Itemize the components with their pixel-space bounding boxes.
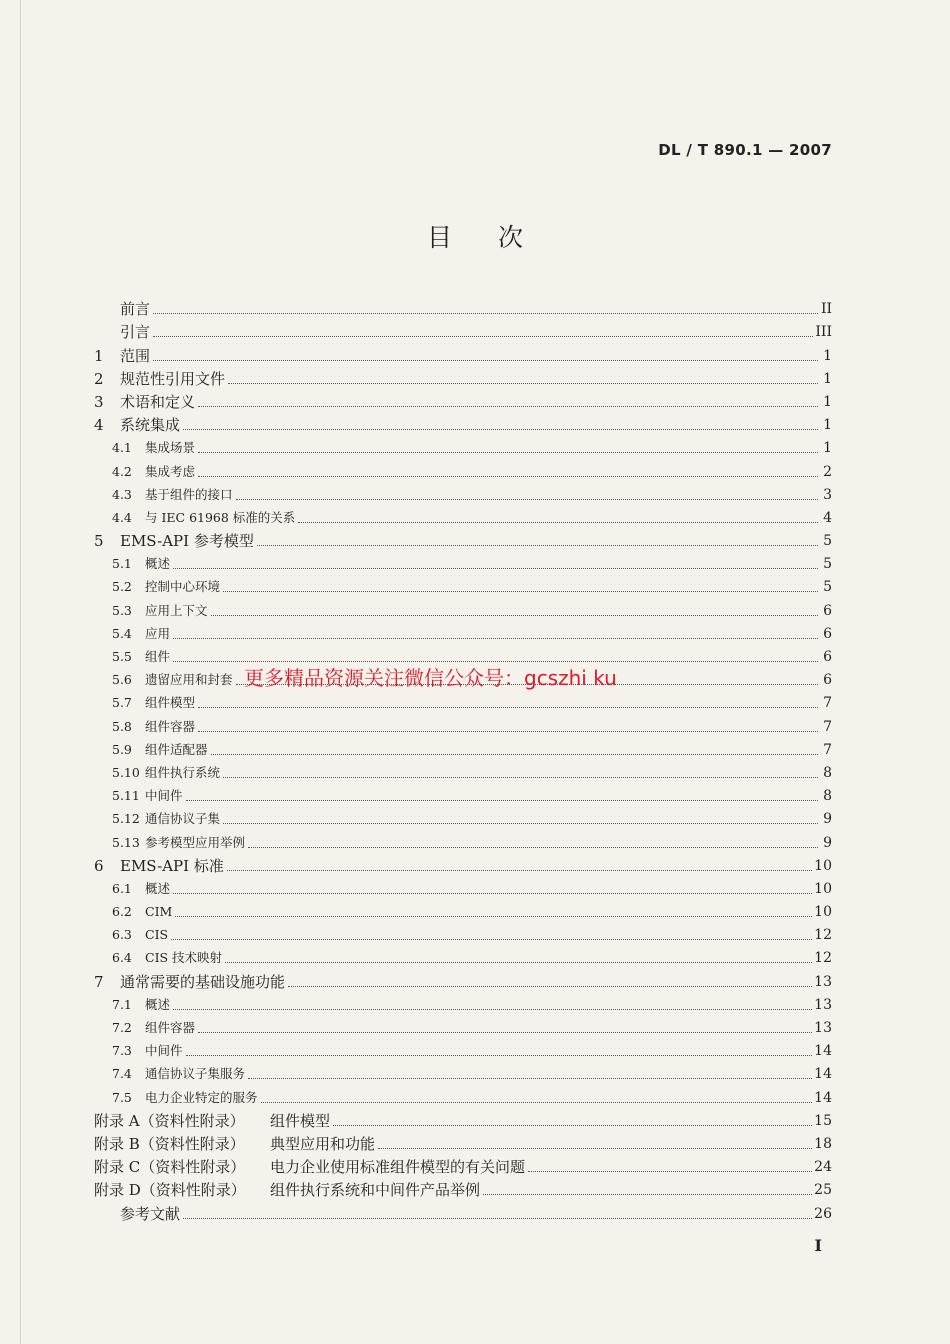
toc-entry-label: 组件容器 [145,1020,196,1035]
toc-entry-page: II [820,301,832,318]
toc-entry-page: 6 [823,625,832,642]
toc-entry-page: 26 [814,1205,832,1222]
toc-leader-dots [223,823,818,824]
toc-leader-dots [171,939,812,940]
toc-entry [94,1200,832,1223]
toc-entry-number: 2 [94,369,104,388]
toc-entry-page: 1 [823,440,832,457]
toc-entry-label: 通信协议子集 [145,811,221,827]
toc-entry [94,922,832,945]
toc-entry-number: 7.3 [112,1043,132,1059]
toc-entry-page: 14 [814,1043,832,1060]
toc-entry-number: 4.4 [112,509,132,525]
toc-entry-label: 术语和定义 [120,392,196,411]
toc-entry-label: 集成场景 [145,440,196,456]
toc-leader-dots [198,707,818,708]
toc-entry-number: 6.4 [112,950,132,966]
toc-entry-page: 6 [823,672,832,689]
toc-entry [94,713,832,736]
toc-leader-dots [173,568,818,569]
toc-entry-label: 系统集成 [120,416,181,435]
toc-entry-page: 4 [823,509,832,526]
toc-entry [94,1084,832,1107]
toc-leader-dots [198,476,818,477]
toc-entry-label: CIS [145,927,169,943]
toc-leader-dots [248,1078,812,1079]
toc-leader-dots [333,1125,812,1126]
toc-leader-dots [288,986,812,987]
toc-entry-label: 组件执行系统和中间件产品举例 [270,1181,481,1200]
toc-entry-page: 12 [814,927,832,944]
toc-entry [94,597,832,620]
toc-entry [94,1108,832,1131]
toc-leader-dots [198,406,818,407]
toc-entry [94,1038,832,1061]
toc-entry-page: III [815,324,832,341]
toc-leader-dots [223,591,818,592]
toc-entry-page: 1 [823,393,832,410]
toc-entry-label: 遗留应用和封套 [145,672,233,688]
toc-entry [94,366,832,389]
toc-entry-label: 通信协议子集服务 [145,1066,246,1082]
toc-entry-page: 24 [814,1159,832,1176]
toc-leader-dots [186,1055,813,1056]
toc-leader-dots [248,847,818,848]
toc-leader-dots [257,545,818,546]
toc-entry-label: 典型应用和功能 [270,1134,376,1153]
toc-entry-page: 1 [823,370,832,387]
toc-entry-page: 14 [814,1066,832,1083]
toc-entry-label: 集成考虑 [145,463,196,479]
toc-entry-label: CIS 技术映射 [145,950,223,966]
toc-entry-page: 14 [814,1089,832,1106]
toc-leader-dots [261,1102,813,1103]
toc-entry [94,342,832,365]
toc-entry-label: 应用 [145,625,171,641]
toc-entry [94,458,832,481]
toc-entry [94,482,832,505]
toc-leader-dots [483,1194,812,1195]
toc-leader-dots [378,1148,812,1149]
page-edge [20,0,21,1344]
toc-entry-label: 概述 [145,556,171,572]
toc-entry-number: 5.1 [112,556,132,572]
toc-leader-dots [528,1171,812,1172]
toc-entry-number: 6.2 [112,904,132,920]
toc-entry [94,968,832,991]
toc-entry-label: 中间件 [145,788,183,804]
toc-entry [94,992,832,1015]
toc-entry-number: 5.11 [112,788,140,804]
toc-entry-label: 通常需要的基础设施功能 [120,972,286,991]
toc-entry-number: 附录 B（资料性附录） [94,1134,245,1153]
toc-entry-number: 5.13 [112,834,140,850]
toc-entry [94,737,832,760]
table-of-contents [94,296,832,1224]
toc-entry-label: 组件执行系统 [145,764,221,780]
toc-entry-label: 组件容器 [145,718,196,734]
toc-entry [94,296,832,319]
toc-leader-dots [173,893,812,894]
toc-entry [94,621,832,644]
toc-entry-number: 6 [94,856,104,875]
toc-entry-label: 组件适配器 [145,741,208,757]
toc-entry-page: 9 [823,834,832,851]
toc-entry-number: 4 [94,416,104,435]
toc-entry-label: 引言 [120,323,151,342]
toc-entry-number: 5.7 [112,695,132,711]
toc-entry-number: 5.6 [112,672,132,688]
toc-entry [94,1061,832,1084]
toc-entry-page: 10 [814,857,832,874]
toc-leader-dots [198,731,818,732]
toc-entry-label: 范围 [120,346,151,365]
toc-entry [94,1154,832,1177]
toc-leader-dots [227,870,812,871]
toc-entry-page: 13 [814,996,832,1013]
toc-entry-label: 组件模型 [145,695,196,711]
toc-entry-page: 7 [823,718,832,735]
toc-leader-dots [173,1009,812,1010]
toc-entry-page: 8 [823,788,832,805]
toc-entry-label: EMS-API 参考模型 [120,532,254,551]
toc-entry-label: 组件模型 [270,1111,331,1130]
toc-entry [94,945,832,968]
toc-entry [94,505,832,528]
toc-entry-page: 6 [823,602,832,619]
toc-entry [94,1131,832,1154]
toc-leader-dots [175,916,812,917]
toc-entry-page: 9 [823,811,832,828]
toc-entry-page: 6 [823,649,832,665]
toc-entry-label: 电力企业特定的服务 [145,1089,258,1105]
toc-entry-label: 中间件 [145,1043,183,1059]
toc-entry-number: 附录 A（资料性附录） [94,1111,245,1130]
page-number: I [814,1236,822,1255]
toc-entry-label: 基于组件的接口 [145,486,233,502]
toc-entry-label: 与 IEC 61968 标准的关系 [145,509,296,525]
toc-entry [94,690,832,713]
toc-entry-number: 附录 C（资料性附录） [94,1158,246,1177]
toc-leader-dots [186,800,818,801]
toc-entry-number: 5.3 [112,602,132,618]
toc-entry [94,1177,832,1200]
toc-entry-number: 5 [94,532,104,551]
toc-entry-number: 7.2 [112,1020,132,1035]
toc-entry [94,876,832,899]
toc-entry-number: 7 [94,972,104,991]
toc-leader-dots [153,336,813,337]
toc-entry-number: 附录 D（资料性附录） [94,1181,246,1200]
toc-leader-dots [225,962,812,963]
toc-title: 目次 [426,223,569,252]
toc-entry-label: EMS-API 标准 [120,856,224,875]
document-code: DL / T 890.1 — 2007 [658,141,832,159]
toc-leader-dots [198,1032,812,1033]
toc-entry-page: 5 [823,556,832,573]
toc-entry [94,853,832,876]
toc-entry [94,899,832,922]
toc-entry-label: 概述 [145,996,171,1012]
toc-entry-page: 13 [814,973,832,990]
toc-entry-number: 5.8 [112,718,132,734]
toc-leader-dots [211,754,818,755]
toc-entry-number: 7.5 [112,1089,132,1105]
toc-entry-number: 5.2 [112,579,132,595]
toc-entry-number: 4.1 [112,440,132,456]
toc-entry-label: 参考模型应用举例 [145,834,246,850]
toc-entry [94,319,832,342]
toc-entry-number: 3 [94,392,104,411]
toc-entry [94,829,832,852]
toc-entry-page: 7 [823,695,832,712]
toc-entry-label: 控制中心环境 [145,579,221,595]
toc-entry-page: 1 [823,347,832,364]
toc-leader-dots [298,522,818,523]
toc-entry [94,574,832,597]
toc-entry-page: 8 [823,764,832,781]
toc-leader-dots [236,499,818,500]
toc-entry-label: 规范性引用文件 [120,369,226,388]
toc-entry-number: 4.3 [112,486,132,502]
toc-entry-page: 25 [814,1182,832,1199]
toc-leader-dots [183,429,818,430]
toc-entry-number: 6.3 [112,927,132,943]
toc-leader-dots [211,615,818,616]
toc-leader-dots [183,1218,812,1219]
toc-entry [94,760,832,783]
toc-entry-page: 2 [823,463,832,480]
toc-entry-page: 1 [823,417,832,434]
toc-entry-page: 12 [814,950,832,967]
toc-entry [94,528,832,551]
toc-entry-number: 5.12 [112,811,140,827]
toc-entry [94,389,832,412]
toc-entry-page: 7 [823,741,832,758]
promo-watermark-text: 更多精品资源关注微信公众号：gcszhi ku [244,666,617,690]
toc-entry-number: 5.10 [112,764,140,780]
toc-entry-label: 组件 [145,649,171,664]
toc-entry-number: 6.1 [112,880,132,896]
toc-entry-page: 18 [814,1135,832,1152]
toc-entry [94,551,832,574]
toc-entry-page: 5 [823,579,832,596]
toc-entry [94,412,832,435]
toc-entry-page: 3 [823,486,832,503]
toc-entry-page: 13 [814,1020,832,1036]
toc-entry [94,783,832,806]
toc-entry-number: 7.4 [112,1066,132,1082]
toc-entry-label: 电力企业使用标准组件模型的有关问题 [270,1158,526,1177]
toc-leader-dots [173,638,818,639]
toc-entry-number: 5.5 [112,649,132,664]
toc-entry-page: 15 [814,1112,832,1129]
toc-entry-number: 4.2 [112,463,132,479]
toc-entry-page: 5 [823,533,832,550]
toc-leader-dots [153,360,818,361]
toc-leader-dots [223,777,818,778]
toc-entry [94,435,832,458]
toc-entry-number: 1 [94,346,104,365]
toc-entry-number: 7.1 [112,996,132,1012]
toc-entry-page: 10 [814,880,832,897]
toc-leader-dots [153,313,818,314]
toc-entry-label: 参考文献 [120,1204,181,1223]
toc-leader-dots [198,452,818,453]
toc-entry-label: 概述 [145,880,171,896]
toc-entry-label: 应用上下文 [145,602,208,618]
toc-leader-dots [228,383,818,384]
toc-entry-page: 10 [814,904,832,921]
toc-entry [94,1015,832,1038]
toc-entry-number: 5.9 [112,741,132,757]
toc-entry-label: 前言 [120,300,151,319]
toc-entry [94,806,832,829]
toc-entry-number: 5.4 [112,625,132,641]
toc-entry-label: CIM [145,904,173,920]
